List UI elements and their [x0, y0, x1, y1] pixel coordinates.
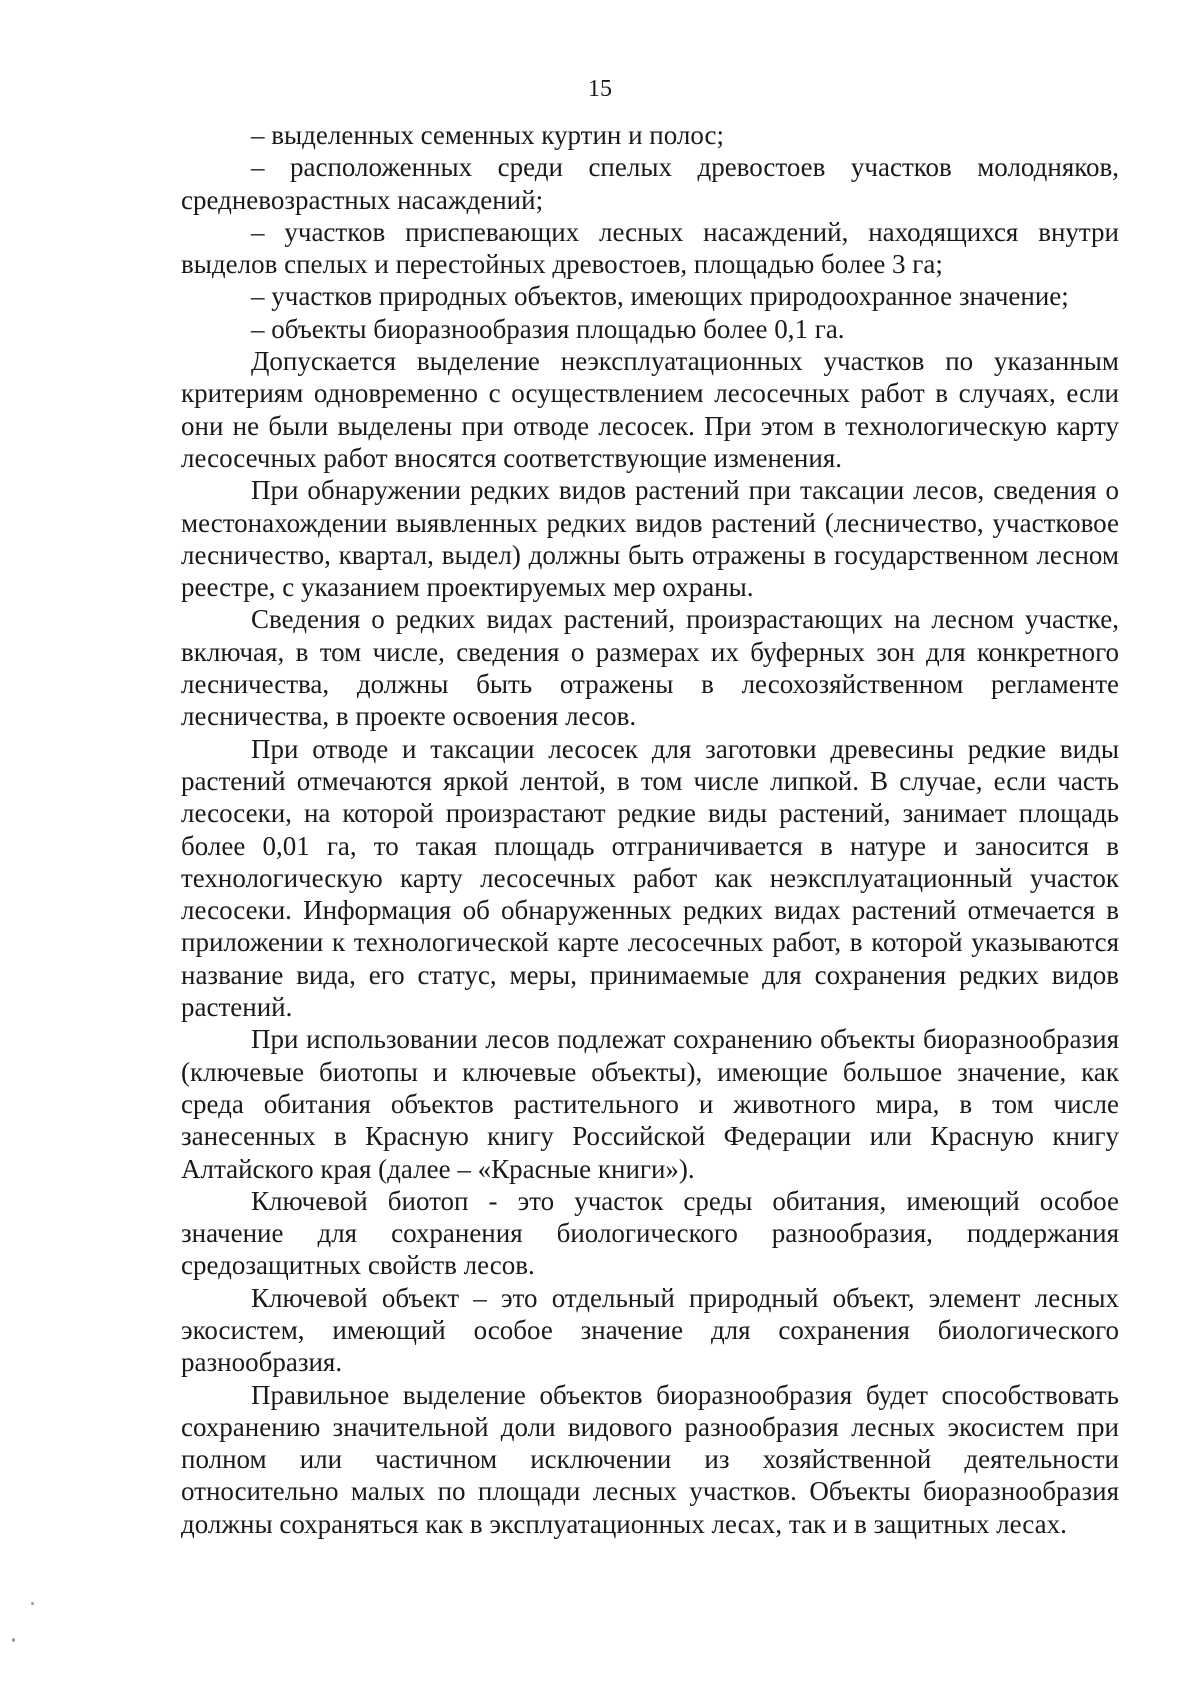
list-item-seed-clumps: – выделенных семенных куртин и полос;: [251, 120, 725, 150]
page-number: 15: [588, 76, 612, 102]
list-item-young-stands: – расположенных среди спелых древостоев участков молодняков, средневозрастных насаждений;: [181, 152, 1119, 215]
paragraph-correct-allocation: Правильное выделение объектов биоразнообразия будет способствовать сохранению значительной доли видового разнообразия лесных экосистем при полном или частичном исключении из хозяйственной деятельности относительно малых по площади лесных участков. Объекты биоразнообразия должны сохраняться как в эксплуатационных лесах, так и в защитных лесах.: [181, 1379, 1119, 1539]
paragraph-biodiversity-preservation: При использовании лесов подлежат сохранению объекты биоразнообразия (ключевые биотопы и ключевые объекты), имеющие большое значение, как среда обитания объектов растительного и животного мира, в том числе занесенных в Красную книгу Российской Федерации или Красную книгу Алтайского края (далее – «Красные книги»).: [181, 1024, 1119, 1184]
document-body: [181, 119, 1119, 1540]
list-item-natural-objects: – участков природных объектов, имеющих природоохранное значение;: [251, 281, 1069, 312]
scan-speck: [31, 1602, 34, 1605]
scan-speck: [12, 1638, 15, 1642]
paragraph-non-operational-plots: Допускается выделение неэксплуатационных участков по указанным критериям одновременно с осуществлением лесосечных работ в случаях, если они не были выделены при отводе лесосек. При этом в технологическую карту лесосечных работ вносятся соответствующие изменения.: [181, 346, 1119, 473]
list-item-maturing-stands: – участков приспевающих лесных насаждений, находящихся внутри выделов спелых и перестойных древостоев, площадью более 3 га;: [181, 216, 1119, 280]
paragraph-key-object: Ключевой объект – это отдельный природный объект, элемент лесных экосистем, имеющий особое значение для сохранения биологического разнообразия.: [181, 1282, 1119, 1378]
paragraph-key-biotope: Ключевой биотоп - это участок среды обитания, имеющий особое значение для сохранения биологического разнообразия, поддержания средозащитных свойств лесов.: [181, 1185, 1119, 1281]
list-item-biodiversity-objects: – объекты биоразнообразия площадью более 0,1 га.: [251, 313, 845, 344]
paragraph-rare-plants-detection: При обнаружении редких видов растений при таксации лесов, сведения о местонахождении выявленных редких видов растений (лесничество, участковое лесничество, квартал, выдел) должны быть отражены в государственном лесном реестре, с указанием проектируемых мер охраны.: [181, 475, 1119, 603]
paragraph-rare-plants-info: Сведения о редких видах растений, произрастающих на лесном участке, включая, в том числе, сведения о размерах их буферных зон для конкретного лесничества, должны быть отражены в лесохозяйственном регламенте лесничества, в проекте освоения лесов.: [181, 604, 1119, 732]
paragraph-cutting-area-allotment: При отводе и таксации лесосек для заготовки древесины редкие виды растений отмечаются яркой лентой, в том числе липкой. В случае, если часть лесосеки, на которой произрастают редкие виды растений, занимает площадь более 0,01 га, то такая площадь отграничивается в натуре и заносится в технологическую карту лесосечных работ как неэксплуатационный участок лесосеки. Информация об обнаруженных редких видах растений отмечается в приложении к технологической карте лесосечных работ, в которой указываются название вида, его статус, меры, принимаемые для сохранения редких видов растений.: [181, 733, 1119, 1023]
